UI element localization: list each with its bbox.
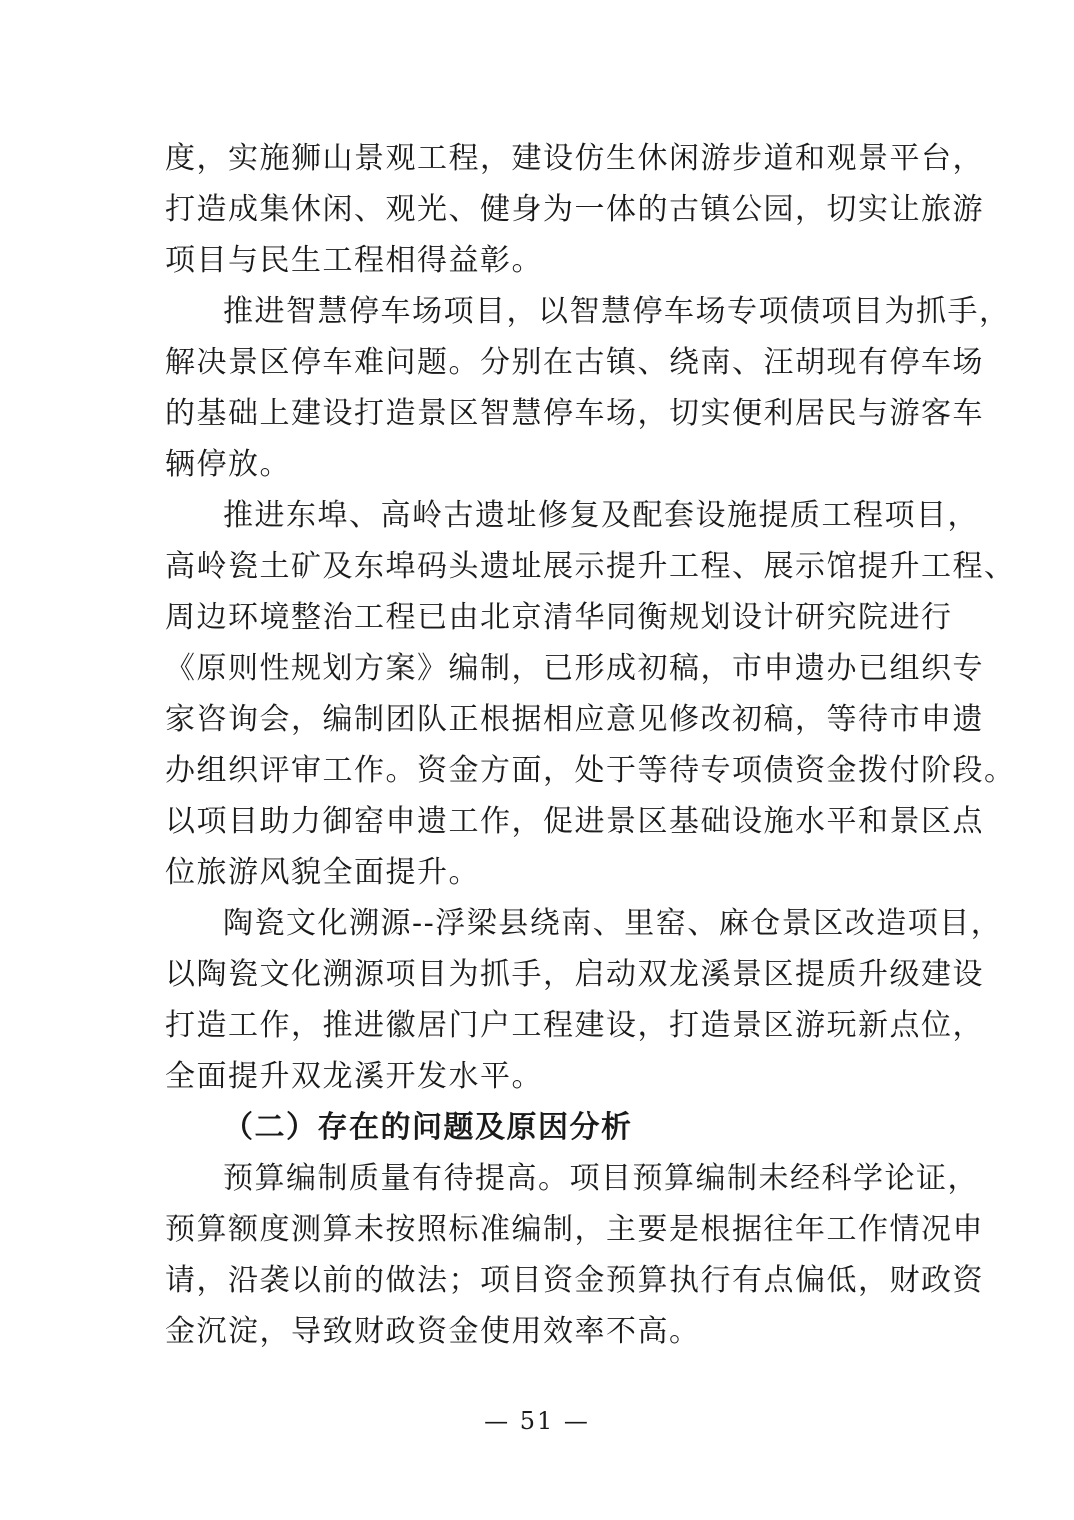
text-line: 陶瓷文化溯源--浮梁县绕南、里窑、麻仓景区改造项目，: [223, 906, 1003, 941]
paragraph-ceramic-culture: [165, 898, 1003, 1102]
page-number: — 51 —: [484, 1407, 590, 1435]
text-line: 金沉淀，导致财政资金使用效率不高。: [165, 1314, 701, 1349]
text-line: 打造工作，推进徽居门户工程建设，打造景区游玩新点位，: [165, 1008, 984, 1043]
text-line: 以项目助力御窑申遗工作，促进景区基础设施水平和景区点: [165, 804, 984, 839]
text-line: 度，实施狮山景观工程，建设仿生休闲游步道和观景平台，: [165, 141, 984, 176]
document-body: [165, 133, 1016, 1357]
text-line: 的基础上建设打造景区智慧停车场，切实便利居民与游客车: [165, 396, 984, 431]
text-line: 预算编制质量有待提高。项目预算编制未经科学论证，: [223, 1161, 979, 1196]
text-line: 解决景区停车难问题。分别在古镇、绕南、汪胡现有停车场: [165, 345, 984, 380]
text-line: 以陶瓷文化溯源项目为抓手，启动双龙溪景区提质升级建设: [165, 957, 984, 992]
text-line: 家咨询会，编制团队正根据相应意见修改初稿，等待市申遗: [165, 702, 984, 737]
text-line: 位旅游风貌全面提升。: [165, 855, 480, 890]
text-line: 辆停放。: [165, 447, 291, 482]
text-line: 推进智慧停车场项目，以智慧停车场专项债项目为抓手，: [223, 294, 1011, 329]
paragraph-budget-issues: [165, 1153, 984, 1357]
text-line: 请，沿袭以前的做法；项目资金预算执行有点偏低，财政资: [165, 1263, 984, 1298]
text-line: 全面提升双龙溪开发水平。: [165, 1059, 543, 1094]
text-line: 打造成集休闲、观光、健身为一体的古镇公园，切实让旅游: [165, 192, 984, 227]
text-line: 推进东埠、高岭古遗址修复及配套设施提质工程项目，: [223, 498, 979, 533]
text-line: 办组织评审工作。资金方面，处于等待专项债资金拨付阶段。: [165, 753, 1016, 788]
text-line: 预算额度测算未按照标准编制，主要是根据往年工作情况申: [165, 1212, 984, 1247]
text-line: 高岭瓷土矿及东埠码头遗址展示提升工程、展示馆提升工程、: [165, 549, 1016, 584]
text-line: 周边环境整治工程已由北京清华同衡规划设计研究院进行: [165, 600, 953, 635]
paragraph-scenic-park: [165, 133, 984, 286]
text-line: 项目与民生工程相得益彰。: [165, 243, 543, 278]
section-heading: （二）存在的问题及原因分析: [223, 1110, 633, 1145]
paragraph-heritage-restoration: [165, 490, 1016, 898]
text-line: 《原则性规划方案》编制，已形成初稿，市申遗办已组织专: [165, 651, 984, 686]
paragraph-smart-parking: [165, 286, 1011, 490]
